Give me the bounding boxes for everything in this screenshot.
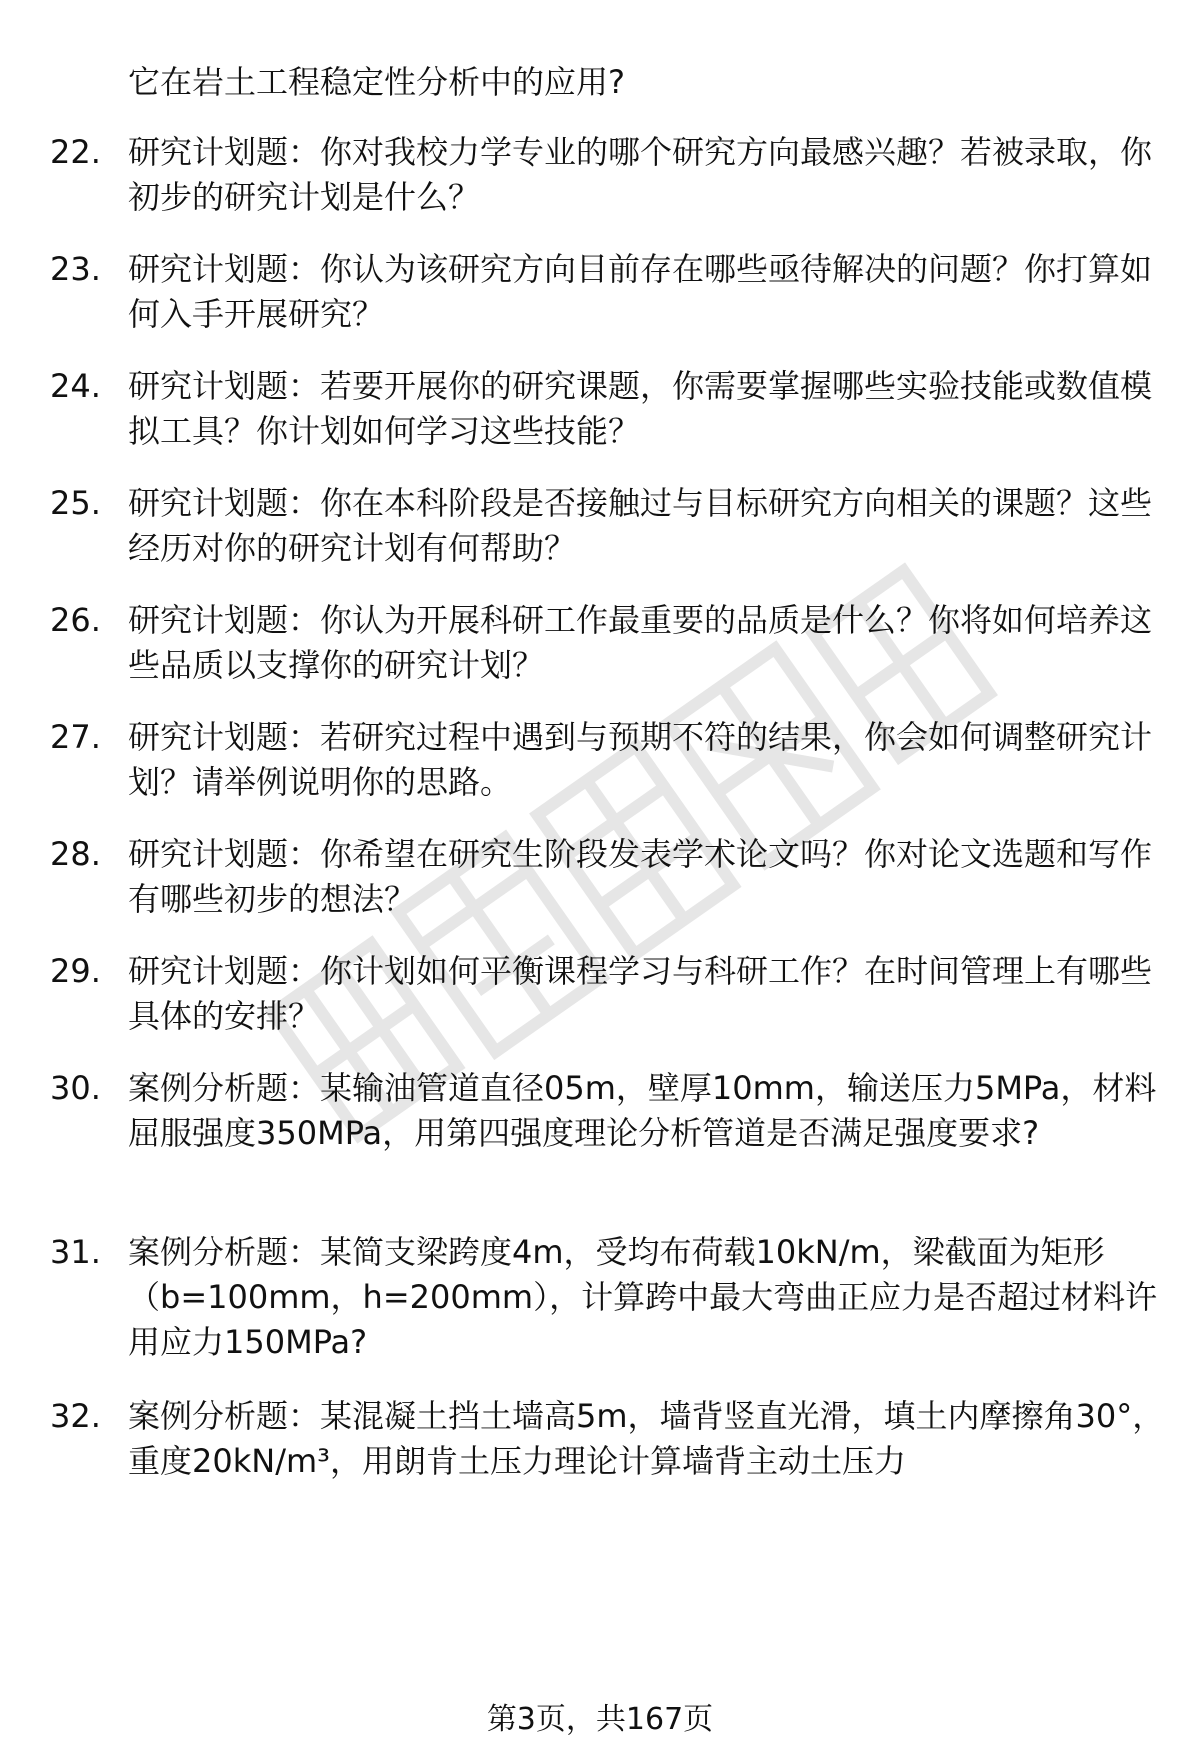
question-text: 案例分析题：某简支梁跨度4m，受均布荷载10kN/m，梁截面为矩形（b=100mm，h=200mm），计算跨中最大弯曲正应力是否超过材料许用应力150MPa? [128, 1233, 1158, 1361]
question-number: 30. [50, 1069, 101, 1107]
question-number: 28. [50, 835, 101, 873]
question-text: 研究计划题：你计划如何平衡课程学习与科研工作？在时间管理上有哪些具体的安排？ [128, 952, 1153, 1035]
list-item [50, 715, 1170, 805]
question-text: 研究计划题：你在本科阶段是否接触过与目标研究方向相关的课题？这些经历对你的研究计划有何帮助？ [128, 484, 1153, 567]
question-text: 案例分析题：某输油管道直径05m，壁厚10mm，输送压力5MPa，材料屈服强度350MPa，用第四强度理论分析管道是否满足强度要求? [128, 1069, 1157, 1152]
question-text: 研究计划题：若要开展你的研究课题，你需要掌握哪些实验技能或数值模拟工具？你计划如何学习这些技能？ [128, 367, 1153, 450]
list-item [50, 364, 1170, 454]
list-item [50, 949, 1170, 1039]
question-text: 研究计划题：若研究过程中遇到与预期不符的结果，你会如何调整研究计划？请举例说明你的思路。 [128, 718, 1153, 801]
question-number: 26. [50, 601, 101, 639]
question-number: 23. [50, 250, 101, 288]
list-item [50, 1230, 1170, 1365]
question-text: 研究计划题：你认为该研究方向目前存在哪些亟待解决的问题？你打算如何入手开展研究？ [128, 250, 1153, 333]
list-item [50, 130, 1170, 220]
list-item [50, 832, 1170, 922]
list-item [50, 247, 1170, 337]
list-item [50, 481, 1170, 571]
list-item [50, 1066, 1170, 1156]
question-number: 31. [50, 1233, 101, 1271]
list-item [50, 598, 1170, 688]
question-number: 25. [50, 484, 101, 522]
question-number: 27. [50, 718, 101, 756]
question-text: 案例分析题：某混凝土挡土墙高5m，墙背竖直光滑，填土内摩擦角30°，重度20kN/m³，用朗肯土压力理论计算墙背主动土压力 [128, 1397, 1165, 1480]
question-number: 29. [50, 952, 101, 990]
question-number: 22. [50, 133, 101, 171]
list-item [50, 1394, 1170, 1484]
continuation-text: 它在岩土工程稳定性分析中的应用? [128, 63, 625, 101]
question-text: 研究计划题：你对我校力学专业的哪个研究方向最感兴趣？若被录取，你初步的研究计划是什么？ [128, 133, 1153, 216]
question-number: 32. [50, 1397, 101, 1435]
question-text: 研究计划题：你认为开展科研工作最重要的品质是什么？你将如何培养这些品质以支撑你的研究计划？ [128, 601, 1153, 684]
question-number: 24. [50, 367, 101, 405]
page-footer: 第3页，共167页 [486, 1702, 714, 1737]
question-text: 研究计划题：你希望在研究生阶段发表学术论文吗？你对论文选题和写作有哪些初步的想法？ [128, 835, 1153, 918]
